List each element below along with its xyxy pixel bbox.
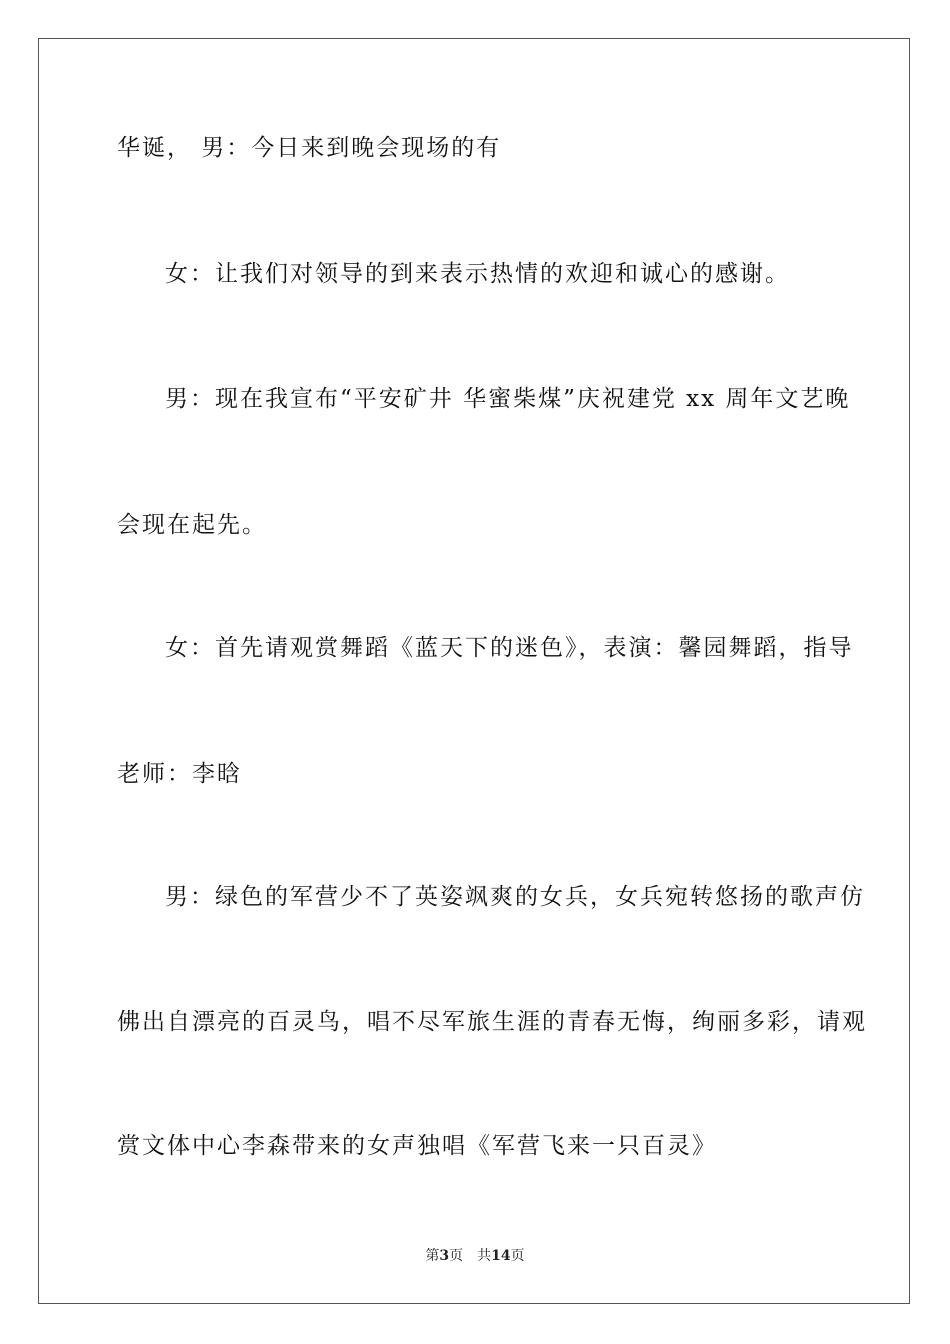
text-line-8: 佛出自漂亮的百灵鸟，唱不尽军旅生涯的青春无悔，绚丽多彩，请观 [117, 1009, 867, 1035]
page-suffix: 页 [449, 1248, 464, 1264]
page-number: 3 [439, 1248, 450, 1264]
total-pages: 14 [491, 1248, 511, 1264]
text-line-9: 赏文体中心李森带来的女声独唱《军营飞来一只百灵》 [117, 1133, 717, 1159]
total-suffix: 页 [510, 1248, 525, 1264]
text-line-2: 女：让我们对领导的到来表示热情的欢迎和诚心的感谢。 [165, 261, 790, 287]
total-prefix: 共 [477, 1248, 492, 1264]
page-border [38, 38, 910, 1304]
text-line-6: 老师：李晗 [117, 761, 242, 787]
page-prefix: 第 [425, 1248, 440, 1264]
text-line-1: 华诞， 男：今日来到晚会现场的有 [117, 135, 502, 161]
text-line-4: 会现在起先。 [117, 512, 267, 538]
text-line-7: 男：绿色的军营少不了英姿飒爽的女兵，女兵宛转悠扬的歌声仿 [165, 884, 865, 910]
text-line-5: 女：首先请观赏舞蹈《蓝天下的迷色》，表演：馨园舞蹈，指导 [165, 635, 854, 661]
text-line-3: 男：现在我宣布“平安矿井 华蜜柴煤”庆祝建党 xx 周年文艺晚 [165, 386, 851, 412]
page-footer [0, 1247, 950, 1265]
